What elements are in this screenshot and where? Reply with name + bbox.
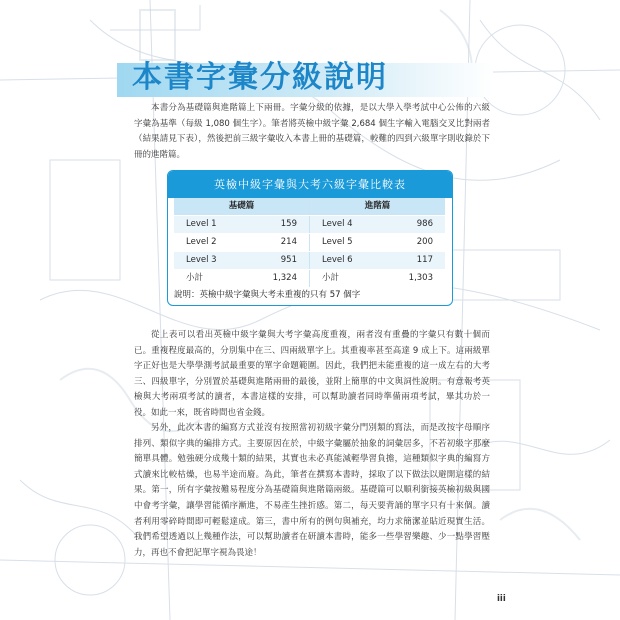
header-basic: 基礎篇 <box>228 201 255 211</box>
table-row <box>174 234 445 252</box>
header-advanced: 進階篇 <box>364 201 391 211</box>
comparison-table <box>167 170 453 306</box>
left-subtotal-count: 1,324 <box>272 273 297 283</box>
table-row <box>174 252 445 270</box>
right-subtotal-count: 1,303 <box>408 273 433 283</box>
left-level-count: 951 <box>280 255 297 265</box>
method-paragraph: 另外，此次本書的編寫方式並沒有按照當初初級字彙分門別類的寫法，而是改按字母順序排列、類似字典的編排方式。主要原因在於，中級字彙屬於抽象的詞彙居多，不若初級字那麼簡單具體。勉強硬分成幾十類的結果，其實也未必真能減輕學習負擔，這種類似字典的編寫方式讀來比較枯燥，也易半途而廢。為此，筆者在撰寫本書時，採取了以下做法以避開這樣的結果。第一，所有字彙按難易程度分為基礎篇與進階篇兩級。基礎篇可以順利銜接英檢初級與國中會考字彙，讓學習能循序漸進，不易產生挫折感。第二，每天要背誦的單字只有十來個。讀者利用零碎時間即可輕鬆達成。第三，書中所有的例句與補充，均力求簡潔並貼近現實生活。我們希望透過以上幾種作法，可以幫助讀者在研讀本書時，能多一些學習樂趣、少一點學習壓力，再也不會把記單字視為畏途！ <box>134 423 490 558</box>
page-number: iii <box>497 594 506 604</box>
right-level-count: 117 <box>416 255 433 265</box>
right-level-label: Level 4 <box>322 219 353 229</box>
table-header-row <box>174 198 445 216</box>
table-grid <box>174 198 445 288</box>
page-title: 本書字彙分級說明 <box>132 60 388 95</box>
right-level-label: Level 6 <box>322 255 353 265</box>
analysis-paragraph: 從上表可以看出英檢中級字彙與大考字彙高度重複，兩者沒有重疊的字彙只有數十個而已。重複程度最高的，分別集中在三、四兩級單字上。其重複率甚至高達 9 成上下。這兩級單字正好也是大學學測考試最重要的單字命題範圍。因此，我們把未能重複的這一成左右的大考三、四級單字，分別置於基礎與進階兩冊的最後，並附上簡單的中文與詞性說明。有意報考英檢與大考兩項考試的讀者，本書這樣的安排，可以幫助讀者同時準備兩項考試，畢其功於一役。如此一來，既省時間也省金錢。 <box>134 330 490 418</box>
left-level-count: 214 <box>280 237 297 247</box>
left-level-count: 159 <box>280 219 297 229</box>
left-level-label: Level 1 <box>186 219 217 229</box>
right-level-count: 200 <box>416 237 433 247</box>
left-level-label: Level 3 <box>186 255 217 265</box>
table-row <box>174 216 445 234</box>
table-title: 英檢中級字彙與大考六級字彙比較表 <box>168 171 452 198</box>
right-subtotal-label: 小計 <box>322 273 340 283</box>
table-subtotal-row <box>174 270 445 288</box>
left-level-label: Level 2 <box>186 237 217 247</box>
right-level-label: Level 5 <box>322 237 353 247</box>
left-subtotal-label: 小計 <box>186 273 204 283</box>
table-note: 說明：英檢中級字彙與大考未重複的只有 57 個字 <box>174 290 361 300</box>
right-level-count: 986 <box>416 219 433 229</box>
intro-paragraph: 本書分為基礎篇與進階篇上下兩冊。字彙分級的依據，是以大學入學考試中心公佈的六級字彙為基準（每級 1,080 個生字）。筆者將英檢中級字彙 2,684 個生字輸入電腦交叉比對兩者（結果請見下表），然後把前三級字彙收入本書上冊的基礎篇，較難的四到六級單字則收錄於下冊的進階篇。 <box>134 103 490 160</box>
